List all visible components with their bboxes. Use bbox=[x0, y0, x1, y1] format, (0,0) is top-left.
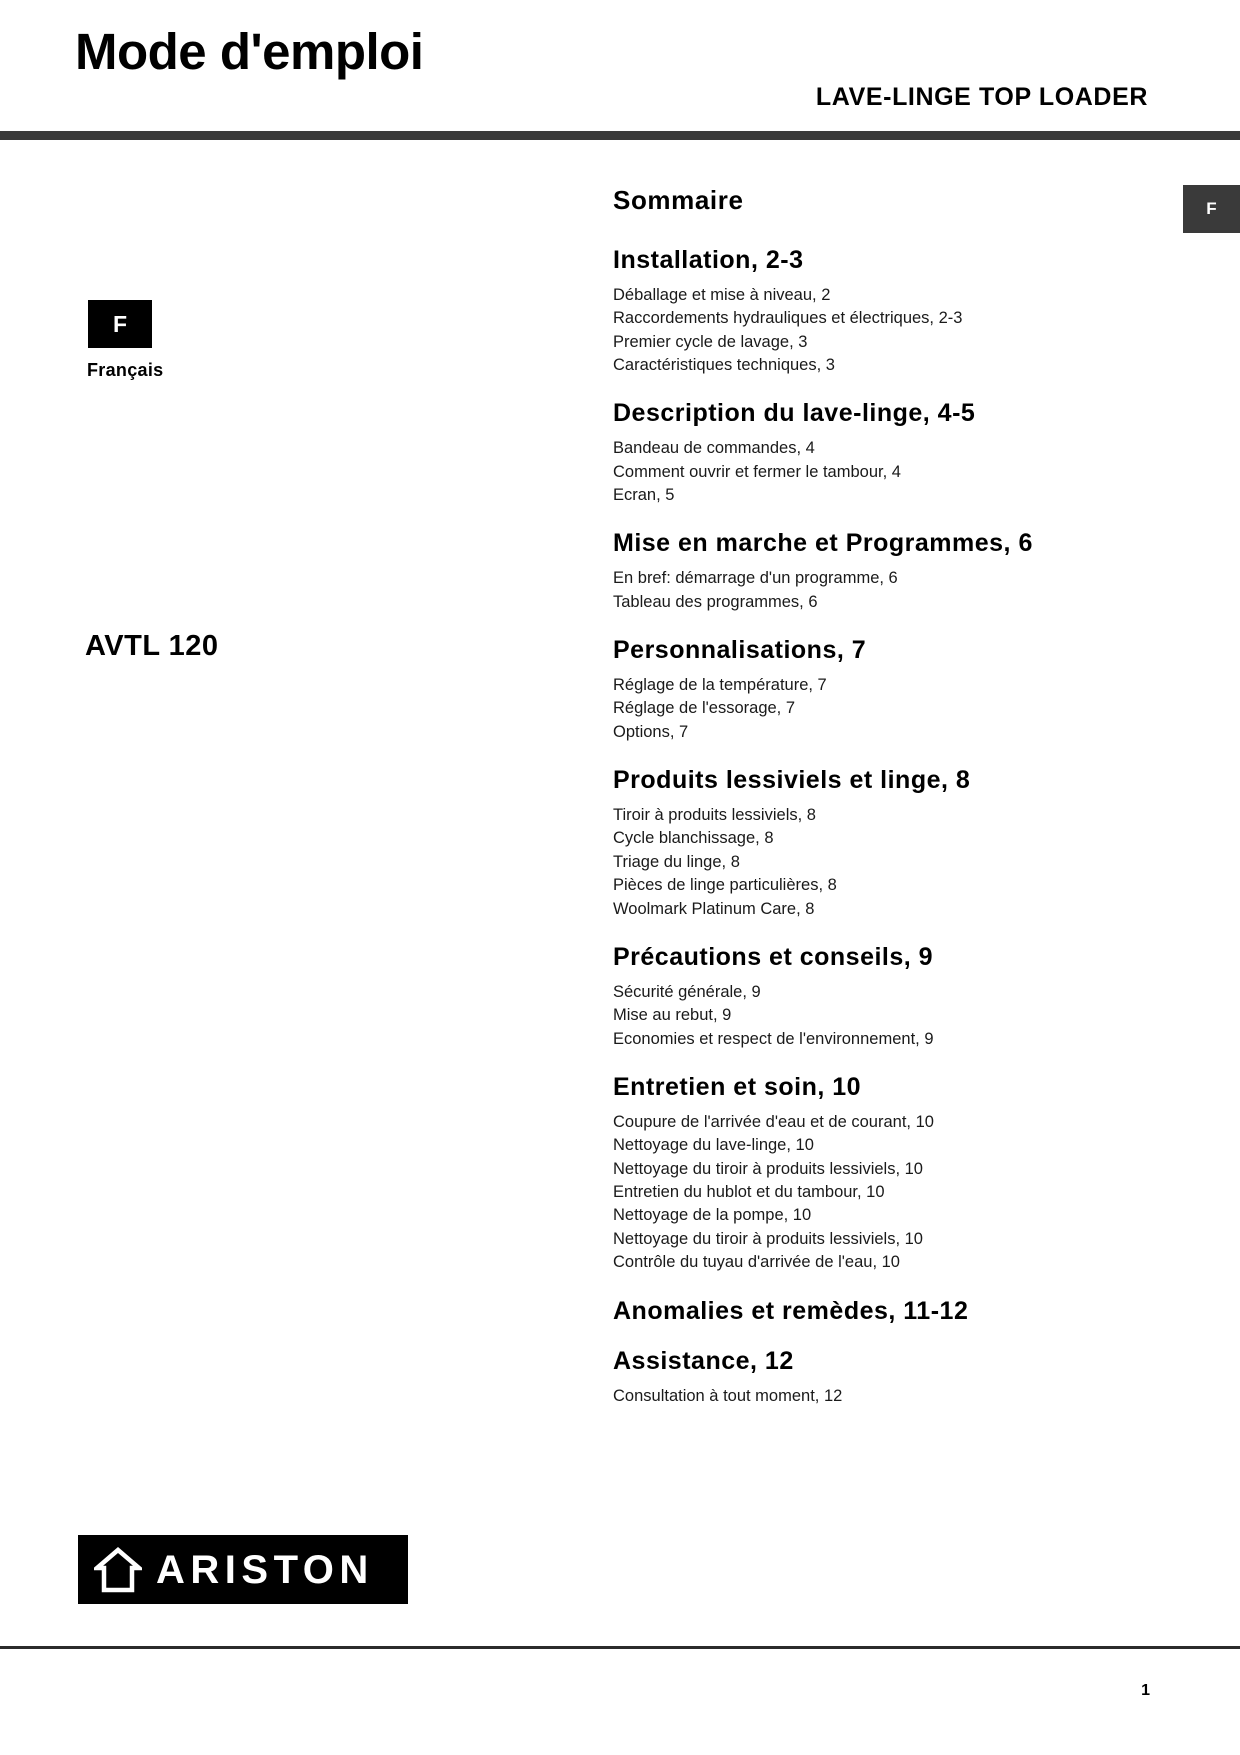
toc-section bbox=[613, 636, 1153, 744]
toc-entry[interactable]: Pièces de linge particulières, 8 bbox=[613, 876, 837, 895]
toc-section bbox=[613, 766, 1153, 921]
toc-entry[interactable]: Ecran, 5 bbox=[613, 486, 675, 505]
toc-entry[interactable]: Bandeau de commandes, 4 bbox=[613, 439, 815, 458]
page-header bbox=[0, 0, 1240, 140]
toc-entry[interactable]: Tiroir à produits lessiviels, 8 bbox=[613, 805, 816, 824]
toc-section-heading[interactable]: Entretien et soin, 10 bbox=[613, 1072, 862, 1101]
toc-entry[interactable]: Raccordements hydrauliques et électriques, 2-3 bbox=[613, 309, 963, 328]
model-code: AVTL 120 bbox=[85, 630, 219, 662]
brand-logo bbox=[78, 1535, 408, 1604]
toc-section-heading[interactable]: Installation, 2-3 bbox=[613, 246, 804, 274]
toc-entry[interactable]: Tableau des programmes, 6 bbox=[613, 592, 818, 611]
toc-entry[interactable]: Coupure de l'arrivée d'eau et de courant, 10 bbox=[613, 1112, 934, 1131]
toc-entry[interactable]: Consultation à tout moment, 12 bbox=[613, 1387, 843, 1406]
toc-entry[interactable]: Options, 7 bbox=[613, 722, 689, 741]
toc-section-heading[interactable]: Mise en marche et Programmes, 6 bbox=[613, 529, 1033, 558]
toc-section-heading[interactable]: Précautions et conseils, 9 bbox=[613, 942, 934, 971]
page-number: 1 bbox=[1141, 1682, 1150, 1699]
language-name: Français bbox=[87, 360, 164, 380]
toc-entry[interactable]: Cycle blanchissage, 8 bbox=[613, 829, 774, 848]
toc-section bbox=[613, 1297, 1153, 1326]
toc-entry[interactable]: Woolmark Platinum Care, 8 bbox=[613, 899, 815, 918]
toc-entry[interactable]: Contrôle du tuyau d'arrivée de l'eau, 10 bbox=[613, 1253, 900, 1272]
toc-section-heading[interactable]: Produits lessiviels et linge, 8 bbox=[613, 766, 971, 795]
toc-entry[interactable]: Réglage de la température, 7 bbox=[613, 675, 827, 694]
toc-entry[interactable]: Nettoyage du tiroir à produits lessiviels, 10 bbox=[613, 1229, 923, 1248]
toc-section bbox=[613, 246, 1153, 377]
toc-section-heading[interactable]: Description du lave-linge, 4-5 bbox=[613, 399, 976, 428]
language-badge: F bbox=[88, 300, 152, 348]
toc-entry[interactable]: Economies et respect de l'environnement, 9 bbox=[613, 1029, 934, 1048]
house-icon bbox=[94, 1546, 142, 1594]
toc-section bbox=[613, 529, 1153, 614]
toc-title: Sommaire bbox=[613, 185, 744, 215]
toc-section-heading[interactable]: Assistance, 12 bbox=[613, 1347, 794, 1376]
toc-section bbox=[613, 943, 1153, 1051]
toc-entry[interactable]: Triage du linge, 8 bbox=[613, 852, 740, 871]
toc-entry[interactable]: Premier cycle de lavage, 3 bbox=[613, 332, 808, 351]
toc-entry[interactable]: Entretien du hublot et du tambour, 10 bbox=[613, 1182, 885, 1201]
product-type-label: LAVE-LINGE TOP LOADER bbox=[815, 83, 1148, 111]
header-divider bbox=[0, 131, 1240, 140]
brand-name: ARISTON bbox=[156, 1547, 374, 1592]
toc-section bbox=[613, 1347, 1153, 1408]
toc-section bbox=[613, 399, 1153, 507]
toc-entry[interactable]: En bref: démarrage d'un programme, 6 bbox=[613, 569, 898, 588]
toc-section-heading[interactable]: Personnalisations, 7 bbox=[613, 636, 867, 665]
table-of-contents bbox=[613, 185, 1153, 1409]
toc-entry[interactable]: Nettoyage du lave-linge, 10 bbox=[613, 1136, 814, 1155]
toc-entry[interactable]: Nettoyage de la pompe, 10 bbox=[613, 1206, 812, 1225]
toc-section bbox=[613, 1073, 1153, 1275]
toc-entry[interactable]: Nettoyage du tiroir à produits lessiviels, 10 bbox=[613, 1159, 923, 1178]
toc-entry[interactable]: Caractéristiques techniques, 3 bbox=[613, 356, 835, 375]
toc-entry[interactable]: Mise au rebut, 9 bbox=[613, 1006, 732, 1025]
toc-entry[interactable]: Déballage et mise à niveau, 2 bbox=[613, 285, 831, 304]
toc-section-list bbox=[613, 246, 1153, 1409]
toc-entry[interactable]: Réglage de l'essorage, 7 bbox=[613, 699, 796, 718]
document-title: Mode d'emploi bbox=[75, 23, 424, 80]
language-edge-tab: F bbox=[1183, 185, 1240, 233]
toc-entry[interactable]: Sécurité générale, 9 bbox=[613, 982, 761, 1001]
left-column bbox=[0, 140, 500, 1620]
toc-entry[interactable]: Comment ouvrir et fermer le tambour, 4 bbox=[613, 462, 901, 481]
toc-section-heading[interactable]: Anomalies et remèdes, 11-12 bbox=[613, 1296, 969, 1325]
footer-divider bbox=[0, 1646, 1240, 1649]
